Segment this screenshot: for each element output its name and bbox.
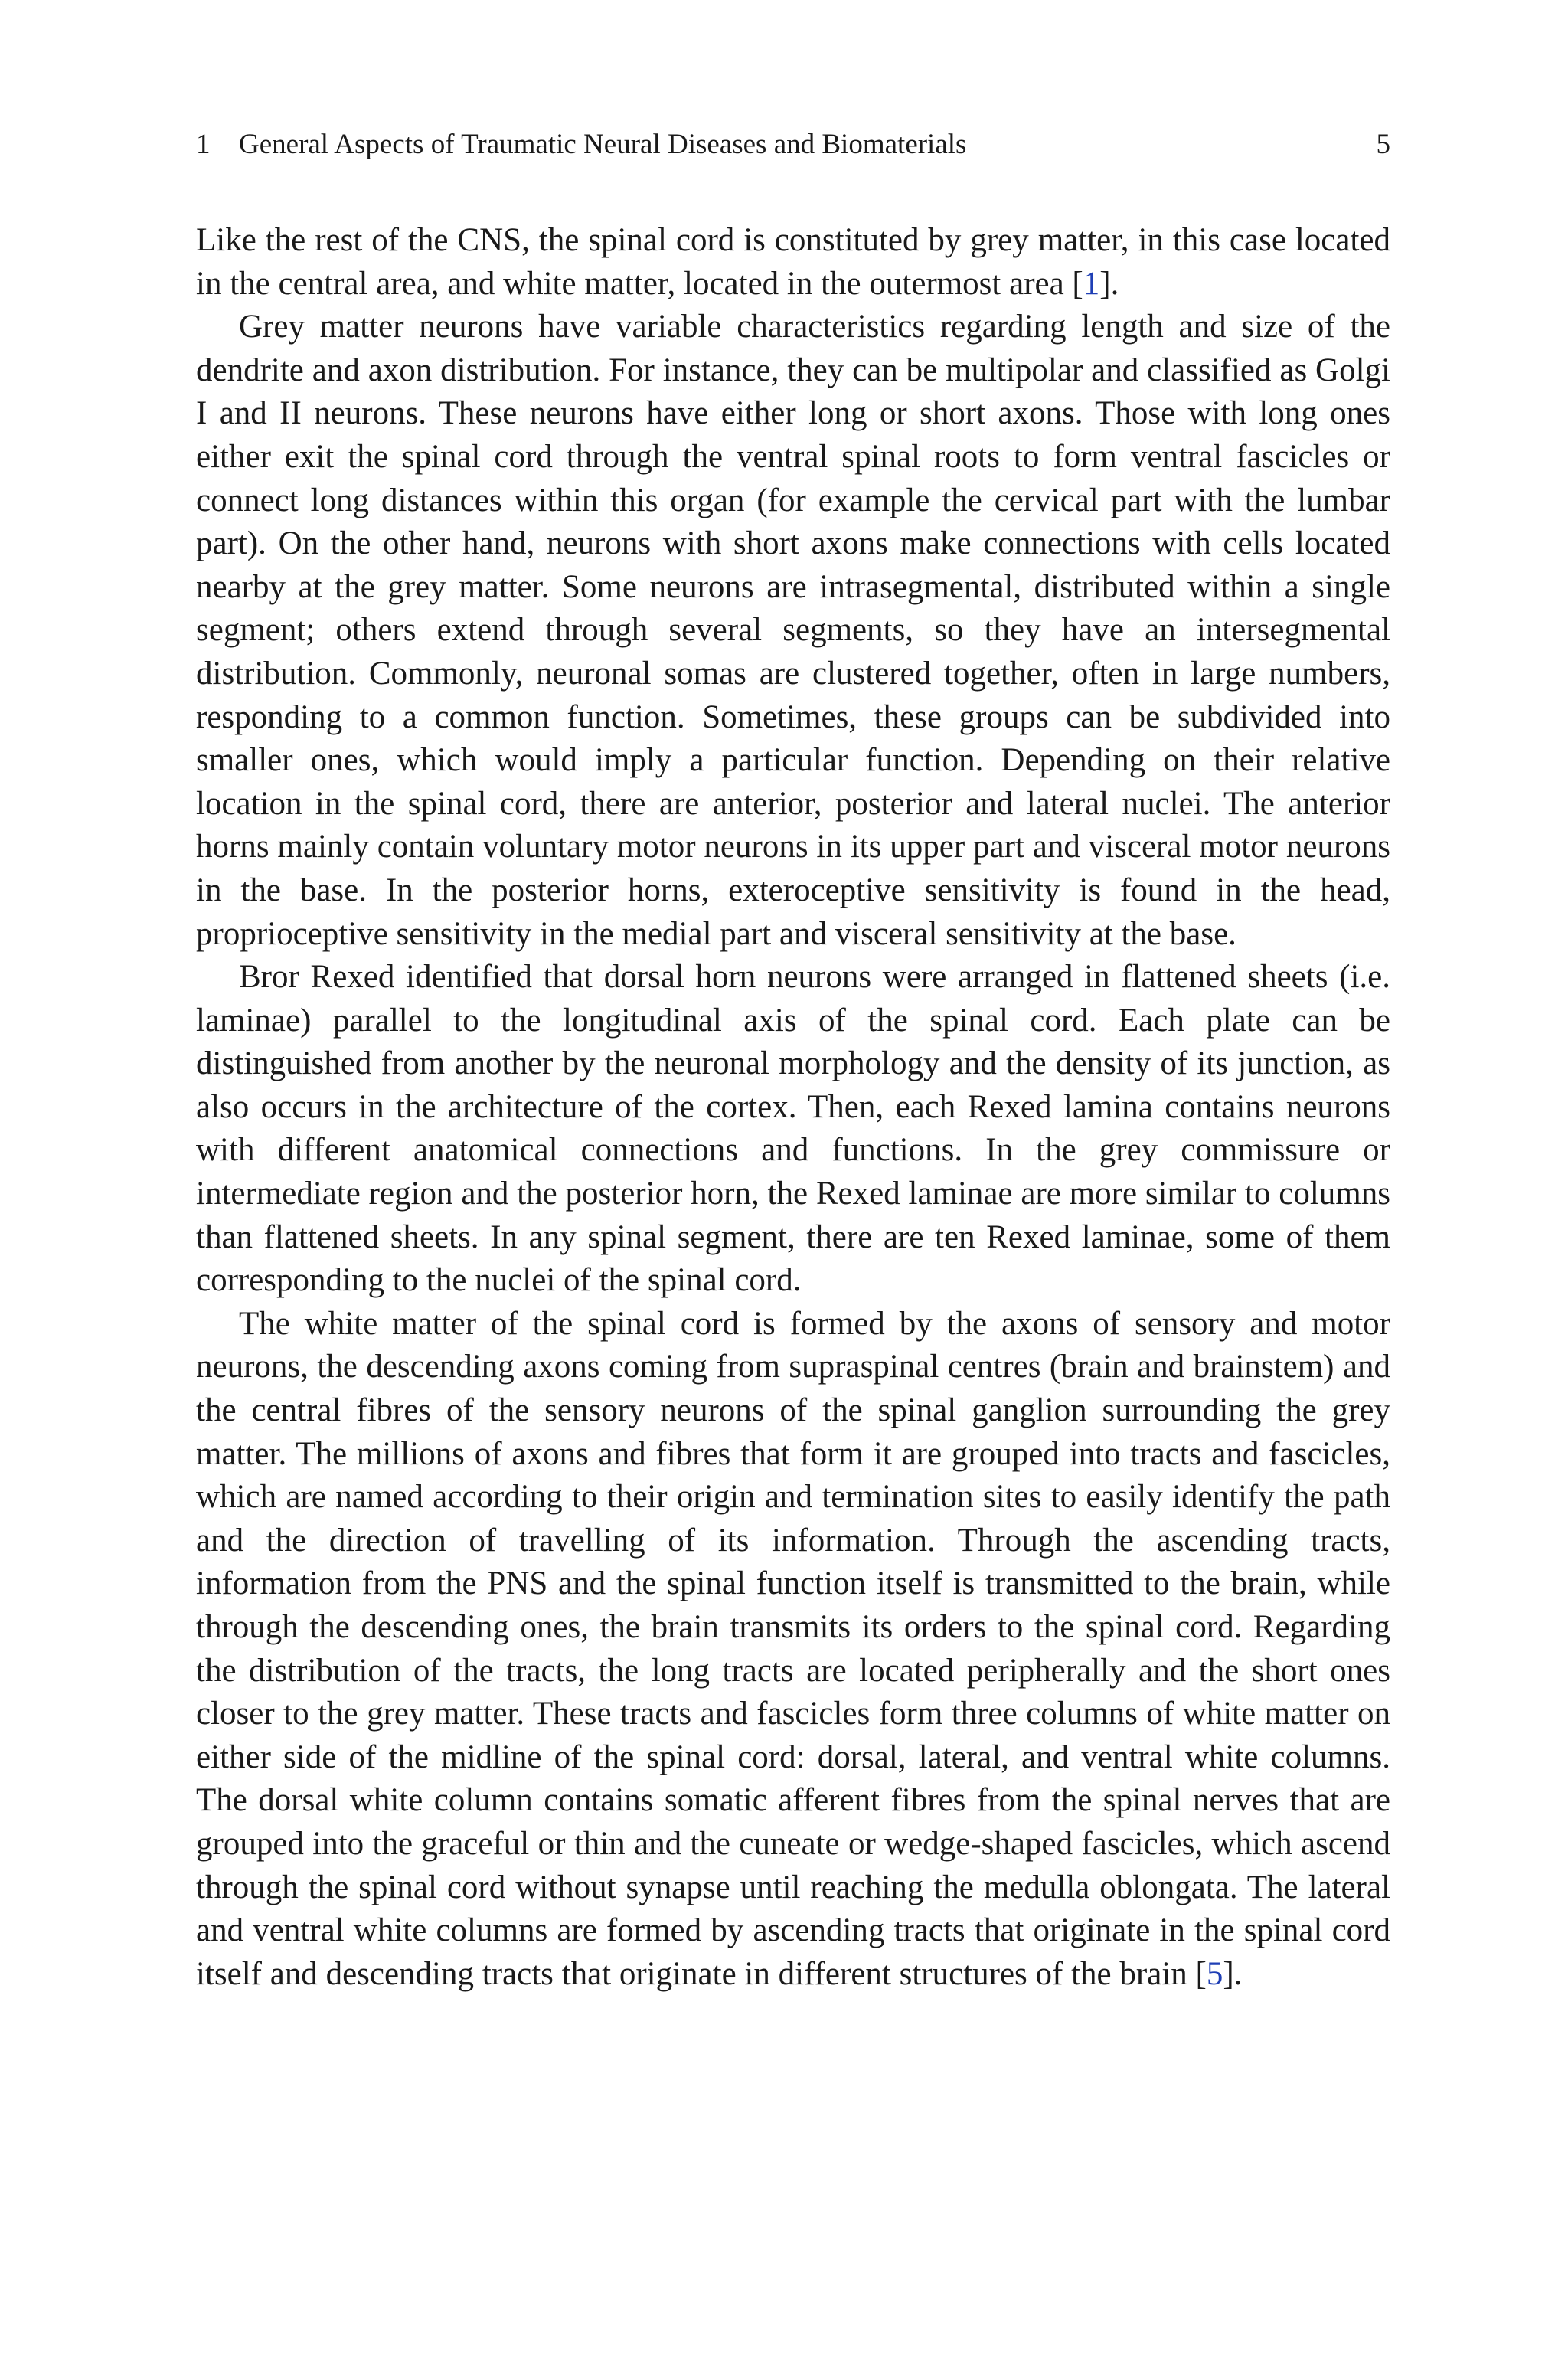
chapter-number: 1 <box>196 129 211 160</box>
paragraph-cns-overview <box>196 219 1390 306</box>
paragraph-text: ]. <box>1099 265 1119 302</box>
paragraph-white-matter <box>196 1303 1390 1997</box>
paragraph-rexed-laminae: Bror Rexed identified that dorsal horn neurons were arranged in flattened sheets (i.e. laminae) parallel to the longitudinal axis of the spinal cord. Each plate can be distinguished from another by the neuronal morphology and the density of its junction, as also occurs in the architecture of the cortex. Then, each Rexed lamina contains neurons with different anatomical connections and functions. In the grey commissure or intermediate region and the posterior horn, the Rexed laminae are more similar to columns than flattened sheets. In any spinal segment, there are ten Rexed laminae, some of them corresponding to the nuclei of the spinal cord. <box>196 959 1390 1299</box>
paragraph-grey-matter: Grey matter neurons have variable characteristics regarding length and size of the dendrite and axon distribution. For instance, they can be multipolar and classified as Golgi I and II neurons. These neurons have either long or short axons. Those with long ones either exit the spinal cord through the ventral spinal roots to form ventral fascicles or connect long distances within this organ (for example the cervical part with the lumbar part). On the other hand, neurons with short axons make connections with cells located nearby at the grey matter. Some neurons are intrasegmental, distributed within a single segment; others extend through several segments, so they have an intersegmental distribution. Commonly, neuronal somas are clustered together, often in large numbers, responding to a common function. Sometimes, these groups can be subdivided into smaller ones, which would imply a particular function. Depending on their relative location in the spinal cord, there are anterior, posterior and lateral nuclei. The anterior horns mainly contain voluntary motor neurons in its upper part and visceral motor neurons in the base. In the posterior horns, exteroceptive sensitivity is found in the head, proprioceptive sensitivity in the medial part and visceral sensitivity at the base. <box>196 309 1390 952</box>
paragraph-text: Like the rest of the CNS, the spinal cord is constituted by grey matter, in this case located in the central area, and white matter, located in the outermost area [ <box>196 222 1390 302</box>
citation-link-5[interactable]: 5 <box>1206 1955 1223 1992</box>
citation-link-1[interactable]: 1 <box>1083 265 1100 302</box>
running-head <box>196 126 1390 164</box>
paragraph-text: ]. <box>1223 1955 1243 1992</box>
body-text <box>196 219 1390 1996</box>
page-number: 5 <box>1376 129 1390 160</box>
chapter-title: General Aspects of Traumatic Neural Diseases and Biomaterials <box>239 129 967 160</box>
paragraph-text: The white matter of the spinal cord is formed by the axons of sensory and motor neurons, the descending axons coming from supraspinal centres (brain and brainstem) and the central fibres of the sensory neurons of the spinal ganglion surrounding the grey matter. The millions of axons and fibres that form it are grouped into tracts and fascicles, which are named according to their origin and termination sites to easily identify the path and the direction of travelling of its information. Through the ascending tracts, information from the PNS and the spinal function itself is transmitted to the brain, while through the descending ones, the brain transmits its orders to the spinal cord. Regarding the distribution of the tracts, the long tracts are located peripherally and the short ones closer to the grey matter. These tracts and fascicles form three columns of white matter on either side of the midline of the spinal cord: dorsal, lateral, and ventral white columns. The dorsal white column contains somatic afferent fibres from the spinal nerves that are grouped into the graceful or thin and the cuneate or wedge-shaped fascicles, which ascend through the spinal cord without synapse until reaching the medulla oblongata. The lateral and ventral white columns are formed by ascending tracts that originate in the spinal cord itself and descending tracts that originate in different structures of the brain [ <box>196 1305 1390 1992</box>
